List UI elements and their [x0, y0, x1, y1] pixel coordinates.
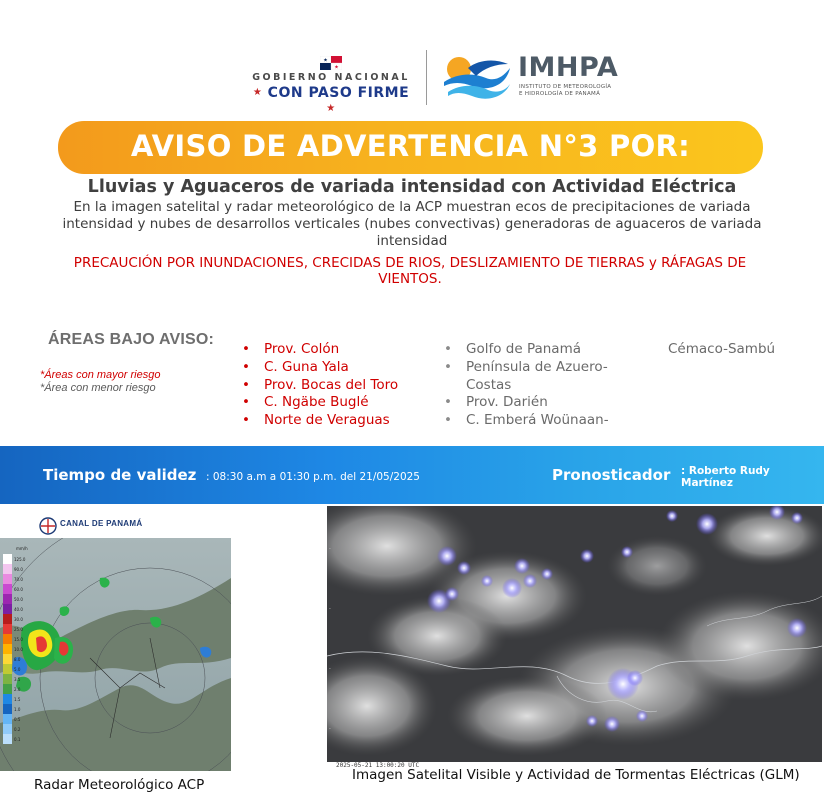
header-divider [426, 50, 427, 105]
list-item: • Norte de Veraguas [240, 412, 398, 430]
list-item: • Prov. Darién [442, 394, 638, 412]
scale-label: 10.0 [14, 647, 23, 652]
scale-label: 30.0 [14, 617, 23, 622]
low-risk-continued: Cémaco-Sambú [668, 341, 776, 357]
scale-label: 15.0 [14, 637, 23, 642]
high-risk-list [240, 341, 398, 430]
scale-label: 125.0 [14, 557, 26, 562]
axis-tick: - [329, 546, 331, 552]
list-item: • C. Guna Yala [240, 359, 398, 377]
validity-value: : 08:30 a.m a 01:30 p.m. del 21/05/2025 [206, 471, 420, 483]
validity-label: Tiempo de validez [43, 466, 197, 484]
legend-low-risk: *Área con menor riesgo [40, 382, 156, 394]
warning-description: En la imagen satelital y radar meteorológico de la ACP muestran ecos de precipitaciones de variada intensidad y nubes de desarrollos verticales (nubes convectivas) generadoras de aguaceros de variada intensidad [62, 199, 762, 249]
canal-logo-text: CANAL DE PANAMÁ [60, 519, 143, 528]
radar-caption: Radar Meteorológico ACP [34, 777, 205, 793]
list-item: • C. Emberá Woünaan- [442, 412, 638, 430]
scale-label: 0.5 [14, 717, 21, 722]
scale-label: 0.1 [14, 737, 21, 742]
scale-label: 3.5 [14, 677, 21, 682]
satellite-image [327, 506, 822, 762]
scale-label: 0.2 [14, 727, 21, 732]
forecaster-name: : Roberto Rudy Martínez [681, 465, 770, 489]
scale-label: 1.5 [14, 697, 21, 702]
list-item: • Prov. Colón [240, 341, 398, 359]
list-item: • Prov. Bocas del Toro [240, 377, 398, 395]
radar-color-scale [3, 554, 12, 744]
gobierno-nacional-logo [246, 56, 416, 114]
warning-banner-title: AVISO DE ADVERTENCIA N°3 POR: [130, 129, 691, 163]
list-item: • C. Ngäbe Buglé [240, 394, 398, 412]
scale-label: 90.0 [14, 567, 23, 572]
panama-flag-icon [320, 56, 342, 70]
scale-label: 70.0 [14, 577, 23, 582]
list-item: • Península de Azuero-Costas [442, 359, 638, 395]
satellite-caption: Imagen Satelital Visible y Actividad de Tormentas Eléctricas (GLM) [352, 767, 800, 783]
gobierno-line1: GOBIERNO NACIONAL [252, 72, 410, 83]
scale-label: 60.0 [14, 587, 23, 592]
imhpa-subtitle-line1: INSTITUTO DE METEOROLOGÍA [519, 84, 612, 90]
axis-tick: - [329, 726, 331, 732]
star-icon: ★ [252, 87, 263, 98]
list-item: • Golfo de Panamá [442, 341, 638, 359]
gobierno-line2: ★ CON PASO FIRME ★ [252, 85, 410, 114]
scale-unit: mm/h [16, 546, 28, 551]
satellite-timestamp: 2025-05-21 13:00:20 UTC [336, 762, 420, 769]
svg-text:★: ★ [334, 64, 339, 70]
star-icon: ★ [326, 103, 336, 114]
scale-label: 8.0 [14, 657, 21, 662]
scale-label: 5.0 [14, 667, 21, 672]
svg-text:★: ★ [323, 57, 328, 64]
areas-title: ÁREAS BAJO AVISO: [48, 331, 215, 348]
scale-label: 40.0 [14, 607, 23, 612]
forecaster-label: Pronosticador [552, 466, 671, 484]
axis-tick: - [329, 666, 331, 672]
radar-image [0, 538, 231, 771]
legend-high-risk: *Áreas con mayor riesgo [40, 369, 161, 381]
warning-subtitle: Lluvias y Aguaceros de variada intensidad con Actividad Eléctrica [87, 177, 737, 197]
imhpa-subtitle-line2: E HIDROLOGÍA DE PANAMÁ [519, 91, 601, 97]
precaution-text: PRECAUCIÓN POR INUNDACIONES, CRECIDAS DE RIOS, DESLIZAMIENTO DE TIERRAS y RÁFAGAS DE VIENTOS. [73, 255, 747, 287]
imhpa-logo-icon [442, 52, 512, 104]
imhpa-title: IMHPA [518, 52, 619, 83]
scale-label: 25.0 [14, 627, 23, 632]
scale-label: 1.0 [14, 707, 21, 712]
axis-tick: - [329, 606, 331, 612]
scale-label: 50.0 [14, 597, 23, 602]
low-risk-list [442, 341, 638, 430]
scale-label: 2.0 [14, 687, 21, 692]
